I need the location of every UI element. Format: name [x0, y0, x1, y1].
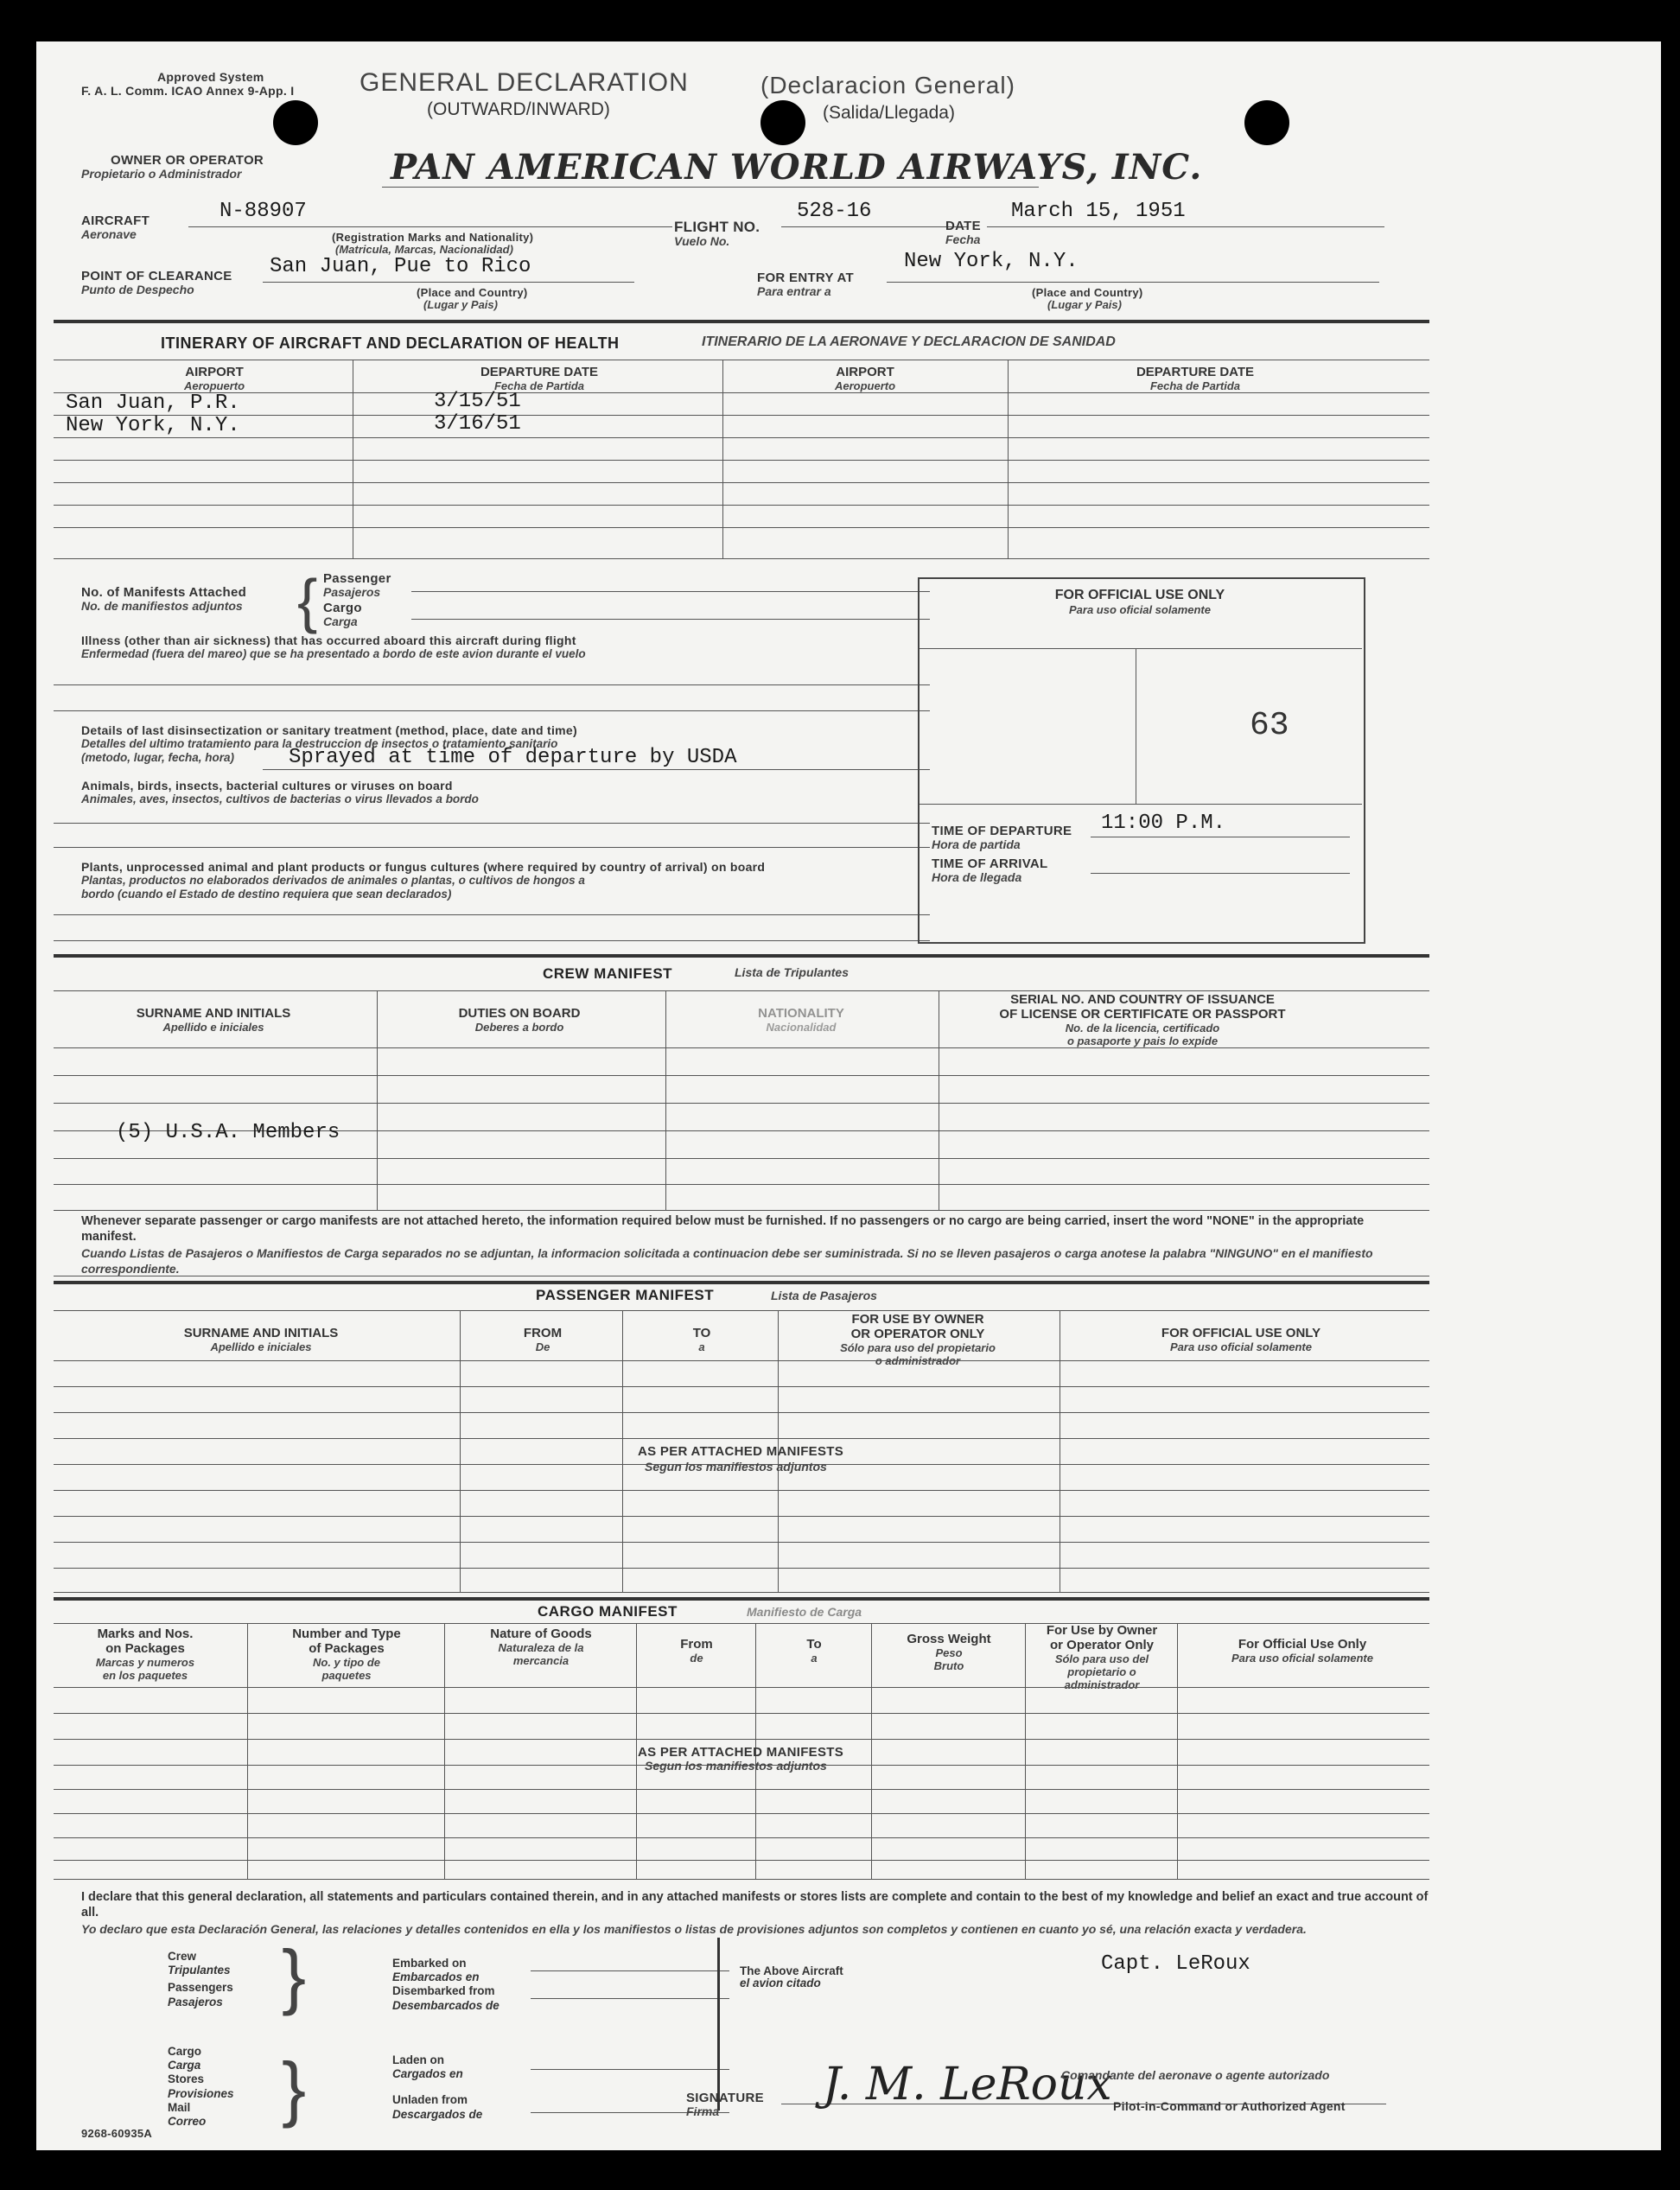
col-departure-es: Fecha de Partida: [493, 379, 585, 392]
cargo-col-marks: Marks and Nos.: [97, 1627, 194, 1641]
crew-col-serial-es-2: o pasaporte y pais lo expide: [1066, 1035, 1219, 1047]
handwritten-signature: J. M. LeRoux: [823, 2059, 1112, 2110]
cargo-col-weight-es: Peso: [935, 1646, 963, 1659]
cargo-col-weight-es-2: Bruto: [933, 1659, 964, 1672]
itinerary-airport-1: San Juan, P.R.: [66, 392, 240, 415]
punch-hole: [273, 100, 318, 145]
document-page: Approved System F. A. L. Comm. ICAO Annex 9-App. I GENERAL DECLARATION (OUTWARD/INWARD) (Declaracion General) (Salida/Llegada) OWNER OR OPERATOR Propietario o Administrador PAN AMERICAN WORLD AIRWAYS, INC. AIRCRAFT Aeronave N-88907 (Registration Marks and Nationality) (Matricula, Marcas, Nacionalidad) FLIGHT NO. Vuelo No. 528-16 DATE Fecha March 15, 1951 POINT OF CLEARANCE Punto de Despecho San Juan, Pue to Rico (Place and Country) (Lugar y Pais) FOR ENTRY AT Para entrar a New York, N.Y. (Place and Country) (Lugar y Pais) ITINERARY OF AIRCRAFT AND DECLARATION OF HEALTH ITINERARIO DE LA AERONAVE Y DECLARACION DE SANIDAD AIRPORT Aeropuerto DEPARTURE DATE Fecha de Partida AIRPORT Aeropuerto DEPARTURE DATE Fecha de Partida San Juan, P.R. 3/15/51 New York, N.Y. 3/16/51 No. of Manifests Attached No. de manifiestos adjuntos { Passenger Pasajeros Cargo Carga Illness (other than air sickness) that has occurred aboard this aircraft during flight Enfermedad (fuera del mareo) que se ha presentado a bordo de este avion durante el vuelo Details of last disinsectization or sanitary treatment (method, place, date and time) Detalles del ultimo tratamiento para la destruccion de insectos o tratamiento sanitario (metodo, lugar, fecha, hora) Sprayed at time of departure by USDA Animals, birds, insects, bacterial cultures or viruses on board Animales, aves, insectos, cultivos de bacterias o virus llevados a bordo Plants, unprocessed animal and plant products or fungus cultures (where required by country of arrival) on board Plantas, productos no elaborados derivados de animales o plantas, o cultivos de hongos a bordo (cuando el Estado de destino requiera que sean declarados) FOR OFFICIAL USE ONLY Para uso oficial solamente 63 TIME OF DEPARTURE Hora de partida 11:00 P.M. TIME OF ARRIVAL Hora de llegada CREW MANIFEST Lista de Tripulantes SURNAME AND INITIALS Apellido e iniciales DUTIES ON BOARD Deberes a bordo NATIONALITY Nacionalidad SERIAL NO. AND COUNTRY OF ISSUANCE OF LICENSE OR CERTIFICATE OR PASSPORT No. de la licencia, certificado o pasaporte y pais lo expide (5) U.S.A. Members Whenever separate passenger or cargo manifests are not attached hereto, the information required below must be furnished. If no passengers or no cargo are being carried, insert the word "NONE" in the appropriate manifest. Cuando Listas de Pasajeros o Manifiestos de Carga separados no se adjuntan, la informacion solicitada a continuacion debe ser suministrada. Si no se lleven pasajeros o carga anotese la palabra "NINGUNO" en el manifiesto correspondiente. PASSENGER MANIFEST Lista de Pasajeros SURNAME AND INITIALS Apellido e iniciales FROM De TO a FOR USE BY OWNER OR OPERATOR ONLY Sólo para uso del propietario o administrador FOR OFFICIAL USE ONLY Para uso oficial solamente AS PER ATTACHED MANIFESTS Segun los manifiestos adjuntos CARGO MANIFEST Manifiesto de Carga Marks and Nos. on Packages Marcas y numeros en los paquetes Number and Type of Packages No. y tipo de paquetes Nature of Goods Naturaleza de la mercancia From de To a Gross Weight Peso Bruto For Use by Owner or Operator Only Sólo para uso del propietario o administrador For Official Use Only Para uso oficial solamente AS PER ATTACHED MANIFESTS Segun los manifiestos adjuntos I declare that this general declaration, all statements and particulars contained therein, and in any attached manifests or stores lists are complete and contain to the best of my knowledge and belief an exact and true account of all. Yo declaro que esta Declaración General, las relaciones y detalles contenidos en ella y los manifiestos o listas de provisiones adjuntos son completos y contienen en cuanto yo sé, una relación exacta y verdadera. Crew Tripulantes Passengers Pasajeros } Embarked on Embarcados en Disembarked from Desembarcados de Cargo Carga Stores Provisiones Mail Correo } Laden on Cargados en Unladen from Descargados de The Above Aircraft el avion citado Capt. LeRoux SIGNATURE Firma J. M. LeRoux Comandante del aeronave o agente autorizado Pilot-in-Command or Authorized Agent 9268-60935A: [36, 41, 1661, 2150]
stat-unladen-es: Descargados de: [392, 2107, 483, 2121]
disinsect-label-es: Detalles del ultimo tratamiento para la destruccion de insectos o tratamiento sanitario: [81, 737, 558, 750]
pax-attached-note-es: Segun los manifiestos adjuntos: [645, 1460, 827, 1474]
cargo-col-weight: Gross Weight: [907, 1632, 991, 1646]
cargo-col-owner-es-2: propietario o: [1067, 1665, 1136, 1678]
col-airport-es: Aeropuerto: [183, 379, 245, 392]
official-use-label-es: Para uso oficial solamente: [1068, 603, 1211, 616]
cargo-title: CARGO MANIFEST: [538, 1603, 678, 1620]
manifest-passenger-es: Pasajeros: [323, 585, 381, 599]
crew-col-nationality: NATIONALITY: [758, 1006, 844, 1021]
stat-disembarked-es: Desembarcados de: [392, 1998, 500, 2012]
passenger-title-es: Lista de Pasajeros: [771, 1289, 877, 1302]
cargo-attached-note-es: Segun los manifiestos adjuntos: [645, 1759, 827, 1773]
pax-col-owner-2: OR OPERATOR ONLY: [850, 1327, 985, 1341]
instructions-text-es: Cuando Listas de Pasajeros o Manifiestos de Carga separados no se adjuntan, la informacion solicitada a continuacion debe ser suministrada. Si no se lleven pasajeros o carga anotese la palabra "NINGUNO" en el manifiesto correspondiente.: [81, 1246, 1373, 1276]
stat-crew-es: Tripulantes: [168, 1964, 231, 1977]
entry-note-es: (Lugar y Pais): [1047, 298, 1122, 311]
aircraft-value: N-88907: [220, 200, 307, 223]
signature-label-es: Firma: [686, 2104, 720, 2118]
plants-label-es: Plantas, productos no elaborados derivados de animales o plantas, o cultivos de hongos a: [81, 874, 585, 887]
crew-title: CREW MANIFEST: [543, 965, 673, 982]
cargo-col-from-es: de: [690, 1652, 703, 1665]
punch-hole: [1244, 100, 1289, 145]
crew-col-nationality-es: Nacionalidad: [766, 1021, 837, 1034]
crew-col-name: SURNAME AND INITIALS: [136, 1006, 291, 1021]
aircraft-label-es: Aeronave: [81, 227, 137, 241]
pax-col-to-es: a: [698, 1340, 705, 1353]
pax-col-official: FOR OFFICIAL USE ONLY: [1161, 1326, 1321, 1340]
approval-line-1: Approved System: [157, 70, 264, 84]
cargo-col-to: To: [806, 1637, 822, 1652]
pax-col-owner-es-2: o administrador: [875, 1354, 961, 1367]
entry-note: (Place and Country): [1032, 286, 1143, 299]
itinerary-title: ITINERARY OF AIRCRAFT AND DECLARATION OF HEALTH: [161, 334, 620, 352]
form-subtitle: (OUTWARD/INWARD): [427, 99, 610, 119]
arrival-time-label: TIME OF ARRIVAL: [932, 856, 1048, 871]
clearance-label-es: Punto de Despecho: [81, 283, 194, 296]
pax-col-from-es: De: [535, 1340, 550, 1353]
pax-col-to: TO: [692, 1326, 711, 1340]
crew-col-duties: DUTIES ON BOARD: [458, 1006, 581, 1021]
disinsect-value: Sprayed at time of departure by USDA: [289, 746, 737, 769]
pax-col-name-es: Apellido e iniciales: [210, 1340, 312, 1353]
cargo-col-official-es: Para uso oficial solamente: [1231, 1652, 1373, 1665]
approval-line-2: F. A. L. Comm. ICAO Annex 9-App. I: [81, 84, 295, 98]
stat-stores-es: Provisiones: [168, 2086, 234, 2100]
cargo-col-owner-2: or Operator Only: [1049, 1638, 1155, 1652]
clearance-note: (Place and Country): [417, 286, 528, 299]
cargo-col-marks-es: Marcas y numeros: [95, 1656, 195, 1669]
cargo-col-number: Number and Type: [292, 1627, 401, 1641]
stat-embarked-es: Embarcados en: [392, 1970, 480, 1984]
pax-col-owner: FOR USE BY OWNER: [851, 1312, 984, 1327]
crew-col-duties-es: Deberes a bordo: [474, 1021, 564, 1034]
aircraft-label: AIRCRAFT: [81, 213, 150, 228]
crew-col-serial: SERIAL NO. AND COUNTRY OF ISSUANCE: [1010, 992, 1275, 1007]
manifest-passenger: Passenger: [323, 571, 391, 586]
aircraft-note: (Registration Marks and Nationality): [332, 231, 534, 244]
clearance-note-es: (Lugar y Pais): [423, 298, 498, 311]
manifest-cargo: Cargo: [323, 601, 362, 615]
declaration-text: I declare that this general declaration, all statements and particulars contained therein, and in any attached manifests or stores lists are complete and contain to the best of my knowledge and belief an exact and true account of all.: [81, 1890, 1429, 1920]
cargo-col-owner-es-3: administrador: [1064, 1678, 1140, 1691]
col-airport-2: AIRPORT: [836, 365, 894, 379]
form-title-es: (Declaracion General): [760, 72, 1015, 99]
cargo-col-number-es-2: paquetes: [321, 1669, 372, 1682]
passenger-title: PASSENGER MANIFEST: [536, 1287, 715, 1303]
stat-mail: Mail: [168, 2100, 191, 2114]
commander-label-es: Comandante del aeronave o agente autorizado: [1061, 2068, 1330, 2082]
aircraft-ref: The Above Aircraft: [740, 1964, 843, 1977]
crew-entry: (5) U.S.A. Members: [116, 1121, 340, 1144]
cargo-col-number-2: of Packages: [309, 1641, 385, 1656]
plants-label-es-2: bordo (cuando el Estado de destino requiera que sean declarados): [81, 888, 452, 901]
crew-col-serial-2: OF LICENSE OR CERTIFICATE OR PASSPORT: [999, 1007, 1286, 1022]
cargo-col-number-es: No. y tipo de: [313, 1656, 380, 1669]
itinerary-title-es: ITINERARIO DE LA AERONAVE Y DECLARACION DE SANIDAD: [702, 334, 1116, 349]
pax-col-from: FROM: [523, 1326, 563, 1340]
crew-title-es: Lista de Tripulantes: [735, 965, 849, 979]
official-number: 63: [1250, 707, 1289, 744]
flight-value: 528-16: [797, 200, 872, 223]
plants-label: Plants, unprocessed animal and plant products or fungus cultures (where required by country of arrival) on board: [81, 860, 766, 874]
date-value: March 15, 1951: [1011, 200, 1186, 223]
arrival-time-label-es: Hora de llegada: [932, 870, 1022, 884]
cargo-col-owner-es: Sólo para uso del: [1054, 1652, 1149, 1665]
stat-cargo-es: Carga: [168, 2059, 201, 2072]
col-departure: DEPARTURE DATE: [480, 365, 599, 379]
cargo-attached-note: AS PER ATTACHED MANIFESTS: [638, 1745, 844, 1760]
form-title: GENERAL DECLARATION: [360, 68, 689, 97]
crew-col-name-es: Apellido e iniciales: [162, 1021, 264, 1034]
stat-laden-es: Cargados en: [392, 2067, 463, 2081]
date-label-es: Fecha: [945, 232, 981, 246]
date-label: DATE: [945, 219, 981, 233]
stat-passengers: Passengers: [168, 1981, 233, 1995]
departure-time-value: 11:00 P.M.: [1101, 812, 1226, 835]
pax-col-official-es: Para uso oficial solamente: [1169, 1340, 1312, 1353]
owner-label-es: Propietario o Administrador: [81, 167, 242, 181]
manifests-label-es: No. de manifiestos adjuntos: [81, 599, 243, 613]
col-airport: AIRPORT: [185, 365, 244, 379]
cargo-col-owner: For Use by Owner: [1046, 1623, 1158, 1638]
illness-label-es: Enfermedad (fuera del mareo) que se ha presentado a bordo de este avion durante el vuelo: [81, 647, 586, 660]
flight-label: FLIGHT NO.: [674, 219, 760, 235]
signature-label: SIGNATURE: [686, 2091, 764, 2105]
stat-embarked: Embarked on: [392, 1957, 467, 1970]
cargo-col-marks-es-2: en los paquetes: [102, 1669, 188, 1682]
crew-col-serial-es: No. de la licencia, certificado: [1065, 1022, 1220, 1035]
col-airport-2-es: Aeropuerto: [834, 379, 896, 392]
owner-label: OWNER OR OPERATOR: [111, 153, 264, 168]
cargo-col-marks-2: on Packages: [105, 1641, 185, 1656]
cargo-col-nature-es: Naturaleza de la: [498, 1641, 584, 1654]
pax-col-owner-es: Sólo para uso del propietario: [840, 1341, 996, 1354]
cargo-title-es: Manifiesto de Carga: [747, 1605, 862, 1619]
stat-passengers-es: Pasajeros: [168, 1995, 223, 2009]
official-use-label: FOR OFFICIAL USE ONLY: [1054, 588, 1225, 602]
entry-label: FOR ENTRY AT: [757, 271, 854, 285]
illness-label: Illness (other than air sickness) that has occurred aboard this aircraft during flight: [81, 633, 576, 647]
stat-crew: Crew: [168, 1950, 197, 1963]
cargo-col-official: For Official Use Only: [1238, 1637, 1367, 1652]
departure-time-label: TIME OF DEPARTURE: [932, 824, 1072, 838]
itinerary-date-1: 3/15/51: [434, 390, 521, 413]
stat-laden: Laden on: [392, 2053, 444, 2066]
entry-label-es: Para entrar a: [757, 284, 831, 298]
operator-logo: PAN AMERICAN WORLD AIRWAYS, INC.: [391, 147, 1203, 188]
clearance-value: San Juan, Pue to Rico: [270, 255, 531, 278]
instructions-text: Whenever separate passenger or cargo manifests are not attached hereto, the information required below must be furnished. If no passengers or no cargo are being carried, insert the word "NONE" in the appropriate manifest.: [81, 1214, 1365, 1245]
aircraft-note-es: (Matricula, Marcas, Nacionalidad): [335, 243, 513, 256]
stat-disembarked: Disembarked from: [392, 1984, 495, 1998]
itinerary-date-2: 3/16/51: [434, 412, 521, 436]
declaration-text-es: Yo declaro que esta Declaración General, las relaciones y detalles contenidos en ella y los manifiestos o listas de provisiones adjuntos son completos y contienen en cuanto yo sé, una relación exacta y verdadera.: [81, 1922, 1307, 1937]
cargo-col-nature: Nature of Goods: [490, 1627, 592, 1641]
official-use-box: [918, 577, 1365, 944]
pax-attached-note: AS PER ATTACHED MANIFESTS: [638, 1444, 844, 1459]
cargo-col-from: From: [680, 1637, 713, 1652]
form-number: 9268-60935A: [81, 2127, 153, 2140]
form-subtitle-es: (Salida/Llegada): [823, 103, 955, 123]
commander-label: Pilot-in-Command or Authorized Agent: [1113, 2099, 1346, 2113]
cargo-col-nature-es-2: mercancia: [512, 1654, 570, 1667]
stat-stores: Stores: [168, 2072, 205, 2086]
manifest-cargo-es: Carga: [323, 614, 358, 628]
aircraft-ref-es: el avion citado: [740, 1977, 821, 1990]
disinsect-label: Details of last disinsectization or sanitary treatment (method, place, date and time): [81, 723, 577, 737]
captain-name: Capt. LeRoux: [1101, 1952, 1250, 1976]
manifests-label: No. of Manifests Attached: [81, 585, 247, 600]
col-departure-2-es: Fecha de Partida: [1149, 379, 1241, 392]
disinsect-label-es-2: (metodo, lugar, fecha, hora): [81, 751, 235, 764]
cargo-col-to-es: a: [811, 1652, 818, 1665]
clearance-label: POINT OF CLEARANCE: [81, 269, 232, 283]
stat-unladen: Unladen from: [392, 2093, 468, 2107]
animals-label-es: Animales, aves, insectos, cultivos de bacterias o virus llevados a bordo: [81, 793, 479, 805]
col-departure-2: DEPARTURE DATE: [1136, 365, 1255, 379]
pax-col-name: SURNAME AND INITIALS: [183, 1326, 339, 1340]
stat-mail-es: Correo: [168, 2114, 207, 2128]
flight-label-es: Vuelo No.: [674, 234, 730, 248]
animals-label: Animals, birds, insects, bacterial cultures or viruses on board: [81, 779, 453, 793]
stat-cargo: Cargo: [168, 2045, 202, 2058]
punch-hole: [760, 100, 805, 145]
itinerary-airport-2: New York, N.Y.: [66, 414, 240, 437]
departure-time-label-es: Hora de partida: [932, 837, 1021, 851]
entry-value: New York, N.Y.: [904, 250, 1079, 273]
